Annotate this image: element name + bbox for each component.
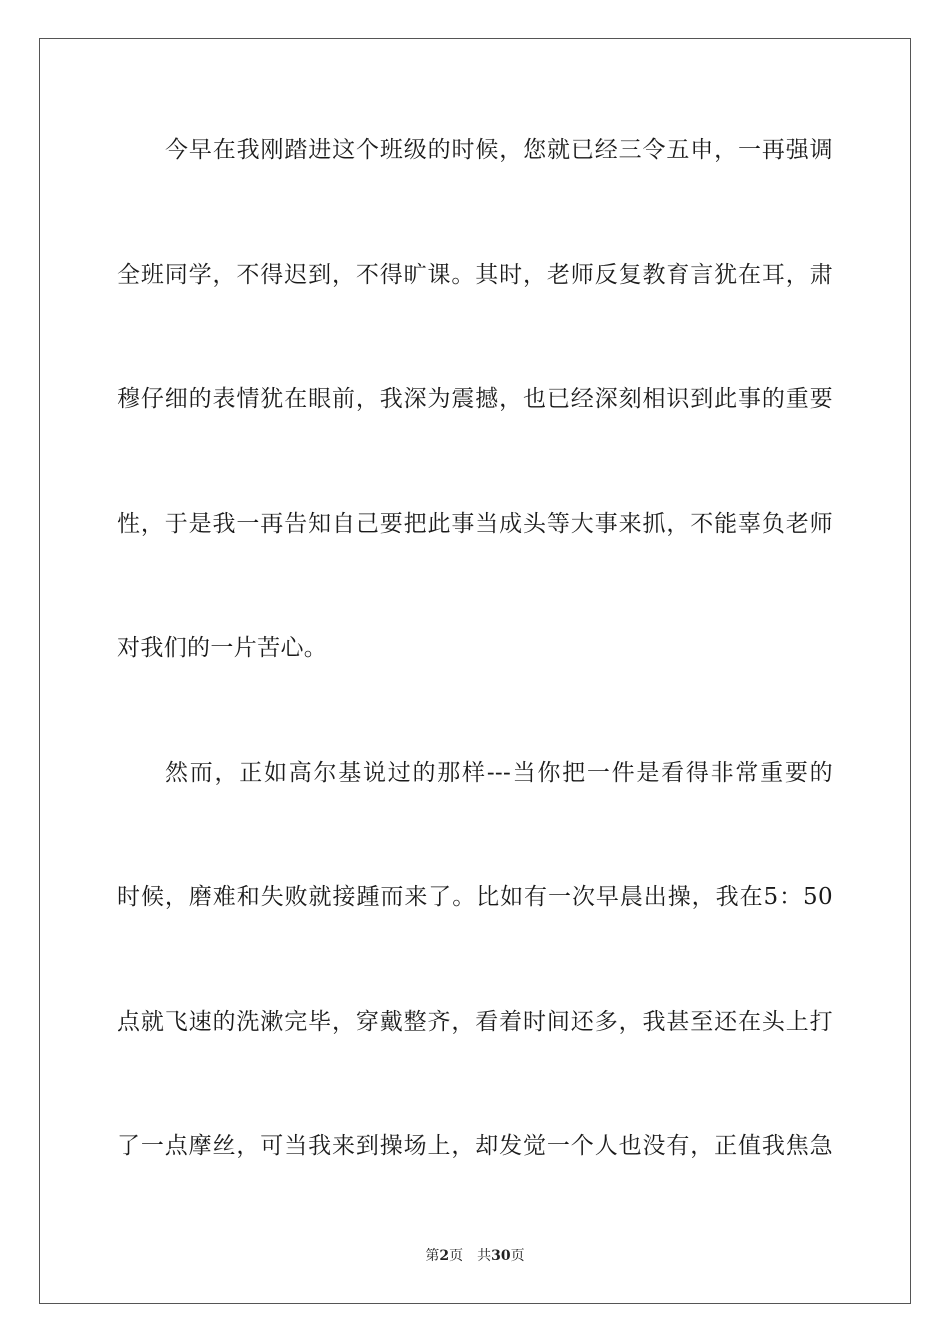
body-line-2: 全班同学，不得迟到，不得旷课。其时，老师反复教育言犹在耳，肃 [117, 262, 833, 288]
page-footer [0, 1246, 950, 1266]
body-line-6: 然而，正如高尔基说过的那样---当你把一件是看得非常重要的 [165, 760, 833, 786]
body-line-1: 今早在我刚踏进这个班级的时候，您就已经三令五申，一再强调 [165, 137, 833, 163]
body-line-4: 性，于是我一再告知自己要把此事当成头等大事来抓，不能辜负老师 [117, 511, 833, 537]
body-line-9: 了一点摩丝，可当我来到操场上，却发觉一个人也没有，正值我焦急 [117, 1133, 833, 1159]
body-line-5: 对我们的一片苦心。 [117, 635, 328, 661]
total-pages-label: 共30页 [477, 1248, 525, 1264]
page-frame [39, 38, 911, 1304]
page-number-label: 第2页 [425, 1248, 464, 1264]
body-line-7: 时候，磨难和失败就接踵而来了。比如有一次早晨出操，我在5：50 [117, 884, 833, 910]
body-line-3: 穆仔细的表情犹在眼前，我深为震撼，也已经深刻相识到此事的重要 [117, 386, 833, 412]
body-line-8: 点就飞速的洗漱完毕，穿戴整齐，看着时间还多，我甚至还在头上打 [117, 1009, 833, 1035]
